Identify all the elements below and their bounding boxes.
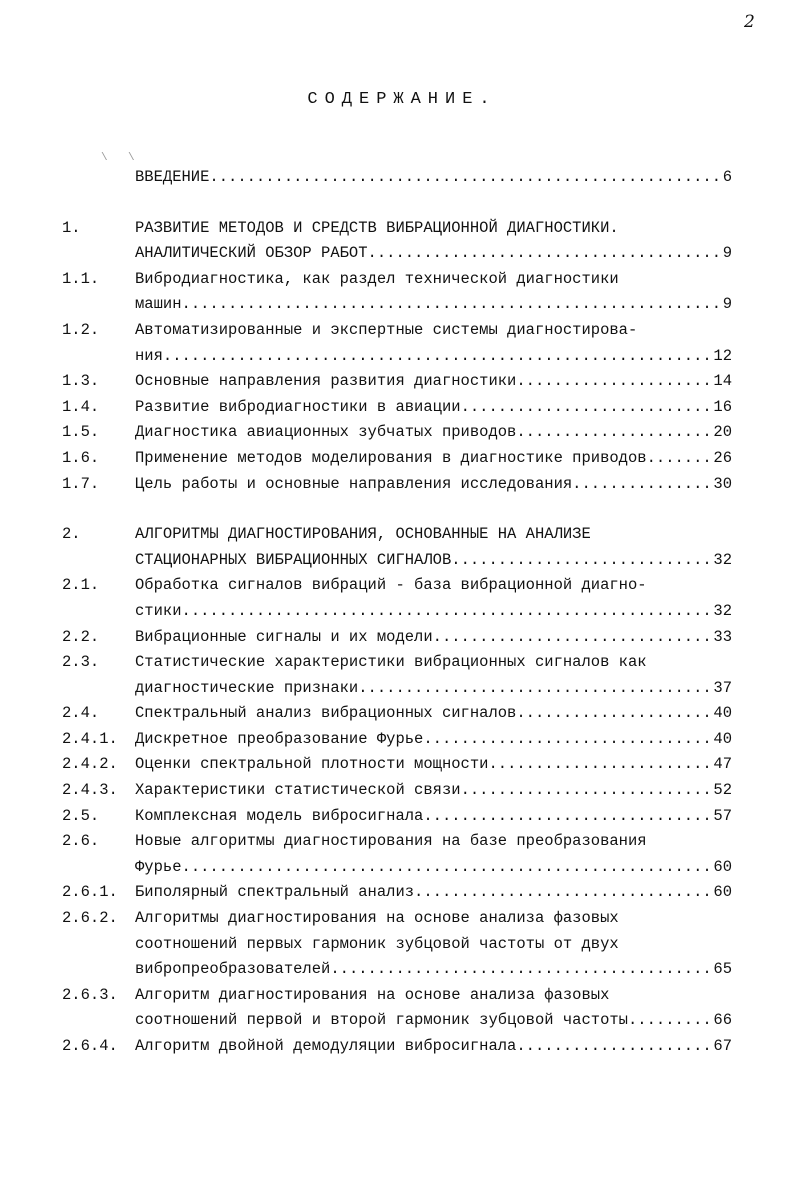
- dot-leader: [461, 395, 712, 421]
- toc-entry-number: 1.4.: [62, 397, 100, 416]
- dot-leader: [182, 855, 712, 881]
- toc-entry-page: 52: [713, 781, 732, 800]
- dot-leader: [423, 804, 711, 830]
- toc-entry-title-line: Цель работы и основные направления исследования: [135, 474, 573, 493]
- toc-entry-number: 2.4.1.: [62, 729, 118, 748]
- toc-entry-title-line: стики: [135, 601, 182, 620]
- toc-entry-title-line: Диагностика авиационных зубчатых приводов: [135, 423, 517, 442]
- toc-entry: [62, 752, 732, 778]
- toc-entry-title-line: Развитие вибродиагностики в авиации: [135, 397, 461, 416]
- dot-leader: [572, 472, 711, 498]
- toc-entry: [62, 1034, 732, 1060]
- toc-entry-title-line: ВВЕДЕНИЕ: [135, 168, 210, 186]
- toc-entry-title-line: Оценки спектральной плотности мощности: [135, 755, 489, 774]
- toc-entry: [62, 650, 732, 701]
- dot-leader: [647, 446, 712, 472]
- toc-entry-page: 65: [713, 960, 732, 979]
- dot-leader: [209, 165, 720, 191]
- dot-leader: [433, 625, 712, 651]
- toc-entry-number: 2.2.: [62, 627, 100, 646]
- dot-leader: [516, 1034, 711, 1060]
- scan-mark: \: [101, 152, 108, 164]
- toc-entry: [62, 983, 732, 1034]
- toc-entry-page: 67: [713, 1037, 732, 1055]
- toc-entry-number: 2.4.: [62, 704, 100, 723]
- toc-entry-page: 6: [722, 168, 732, 186]
- toc-entry-page: 32: [713, 550, 732, 569]
- toc-entry-title-line: вибропреобразователей: [135, 960, 331, 979]
- toc-entry: [62, 906, 732, 983]
- toc-entry-title-line: Вибродиагностика, как раздел технической диагностики: [135, 269, 619, 288]
- toc-entry-number: 2.4.3.: [62, 781, 118, 800]
- toc-entry-page: 60: [713, 857, 732, 876]
- toc-entry-number: 2.5.: [62, 806, 100, 825]
- scan-mark: \: [128, 152, 135, 164]
- toc-entry: [62, 804, 732, 830]
- toc-entry-page: 32: [713, 601, 732, 620]
- toc-entry-title-line: Характеристики статистической связи: [135, 781, 461, 800]
- toc-entry-title-line: Автоматизированные и экспертные системы диагностирова-: [135, 320, 638, 339]
- toc-entry-title-line: диагностические признаки: [135, 678, 359, 697]
- toc-entry-title-line: Дискретное преобразование Фурье: [135, 729, 424, 748]
- toc-entry-title-line: Новые алгоритмы диагностирования на базе преобразования: [135, 832, 647, 851]
- toc-entry-number: 1.6.: [62, 448, 100, 467]
- toc-entry: [62, 625, 732, 651]
- toc-entry: [62, 472, 732, 498]
- toc-entry: [62, 318, 732, 369]
- toc-entry-page: 37: [713, 678, 732, 697]
- toc-entry-title-line: Вибрационные сигналы и их модели: [135, 627, 433, 646]
- page-number: 2: [744, 12, 755, 32]
- toc-entry-number: 1.7.: [62, 474, 100, 493]
- toc-entry: [62, 369, 732, 395]
- toc-entry-number: 1.5.: [62, 423, 100, 442]
- toc-entry-page: 9: [722, 295, 732, 314]
- dot-leader: [451, 548, 711, 574]
- toc-entry: [62, 165, 732, 191]
- toc-entry-page: 16: [713, 397, 732, 416]
- toc-entry-title-line: РАЗВИТИЕ МЕТОДОВ И СРЕДСТВ ВИБРАЦИОННОЙ ДИАГНОСТИКИ.: [135, 218, 619, 237]
- dot-leader: [461, 778, 712, 804]
- toc-entry-number: 2.3.: [62, 653, 100, 672]
- toc-entry: [62, 829, 732, 880]
- toc-entry-title-line: Обработка сигналов вибраций - база вибрационной диагно-: [135, 576, 647, 595]
- toc-entry-title-line: Алгоритм диагностирования на основе анализа фазовых: [135, 985, 610, 1004]
- dot-leader: [163, 344, 711, 370]
- toc-entry-title-line: соотношений первых гармоник зубцовой частоты от двух: [135, 934, 619, 953]
- toc-entry: [62, 522, 732, 573]
- toc-entry-number: 1.1.: [62, 269, 100, 288]
- toc-entry-title-line: ния: [135, 346, 163, 365]
- toc-entry-number: 2.1.: [62, 576, 100, 595]
- toc-entry-title-line: соотношений первой и второй гармоник зубцовой частоты: [135, 1011, 628, 1030]
- toc-entry-page: 66: [713, 1011, 732, 1030]
- dot-leader: [628, 1008, 711, 1034]
- toc-entry: [62, 216, 732, 267]
- toc-entry-page: 47: [713, 755, 732, 774]
- dot-leader: [330, 957, 711, 983]
- toc-entry-number: 2.6.4.: [62, 1037, 118, 1055]
- toc-entry-page: 20: [713, 423, 732, 442]
- page-title: СОДЕРЖАНИЕ.: [307, 90, 497, 109]
- toc-entry: [62, 880, 732, 906]
- toc-entry-page: 12: [713, 346, 732, 365]
- toc-entry-title-line: АНАЛИТИЧЕСКИЙ ОБЗОР РАБОТ: [135, 244, 368, 263]
- dot-leader: [358, 676, 711, 702]
- toc-entry-title-line: Применение методов моделирования в диагностике приводов: [135, 448, 647, 467]
- toc-entry-title-line: АЛГОРИТМЫ ДИАГНОСТИРОВАНИЯ, ОСНОВАННЫЕ НА АНАЛИЗЕ: [135, 525, 591, 544]
- toc-entry-title-line: СТАЦИОНАРНЫХ ВИБРАЦИОННЫХ СИГНАЛОВ: [135, 550, 452, 569]
- dot-leader: [516, 369, 711, 395]
- toc-entry: [62, 395, 732, 421]
- toc-entry-number: 2.6.1.: [62, 883, 118, 902]
- toc-entry-number: 2.6.3.: [62, 985, 118, 1004]
- toc-entry-page: 40: [713, 729, 732, 748]
- toc-entry-number: 1.3.: [62, 372, 100, 391]
- dot-leader: [182, 599, 712, 625]
- dot-leader: [414, 880, 711, 906]
- toc-entry-page: 30: [713, 474, 732, 493]
- dot-leader: [368, 241, 721, 267]
- toc-entry-title-line: Фурье: [135, 857, 182, 876]
- toc-entry: [62, 778, 732, 804]
- toc-entry: [62, 573, 732, 624]
- toc-entry-page: 57: [713, 806, 732, 825]
- toc-entry: [62, 267, 732, 318]
- toc-entry-title-line: Статистические характеристики вибрационных сигналов как: [135, 653, 647, 672]
- toc-entry-page: 9: [722, 244, 732, 263]
- dot-leader: [182, 292, 721, 318]
- toc-entry-title-line: Биполярный спектральный анализ: [135, 883, 415, 902]
- dot-leader: [423, 727, 711, 753]
- toc-entry-title-line: Комплексная модель вибросигнала: [135, 806, 424, 825]
- toc-entry-page: 33: [713, 627, 732, 646]
- toc-entry-number: 1.: [62, 218, 81, 237]
- toc-entry-title-line: Алгоритм двойной демодуляции вибросигнала: [135, 1037, 517, 1055]
- toc-entry: [62, 701, 732, 727]
- toc-entry: [62, 727, 732, 753]
- dot-leader: [516, 701, 711, 727]
- toc-entry-number: 2.6.2.: [62, 909, 118, 928]
- toc-entry-number: 1.2.: [62, 320, 100, 339]
- toc-entry-title-line: Основные направления развития диагностики: [135, 372, 517, 391]
- dot-leader: [488, 752, 711, 778]
- toc-entry-number: 2.4.2.: [62, 755, 118, 774]
- toc-entry-page: 14: [713, 372, 732, 391]
- toc-entry: [62, 420, 732, 446]
- toc-entry-title-line: Спектральный анализ вибрационных сигналов: [135, 704, 517, 723]
- dot-leader: [516, 420, 711, 446]
- toc-entry-page: 60: [713, 883, 732, 902]
- toc-entry-page: 26: [713, 448, 732, 467]
- toc-entry: [62, 446, 732, 472]
- toc-entry-title-line: Алгоритмы диагностирования на основе анализа фазовых: [135, 909, 619, 928]
- table-of-contents: [62, 165, 732, 1060]
- toc-entry-number: 2.6.: [62, 832, 100, 851]
- toc-entry-title-line: машин: [135, 295, 182, 314]
- toc-entry-number: 2.: [62, 525, 81, 544]
- toc-entry-page: 40: [713, 704, 732, 723]
